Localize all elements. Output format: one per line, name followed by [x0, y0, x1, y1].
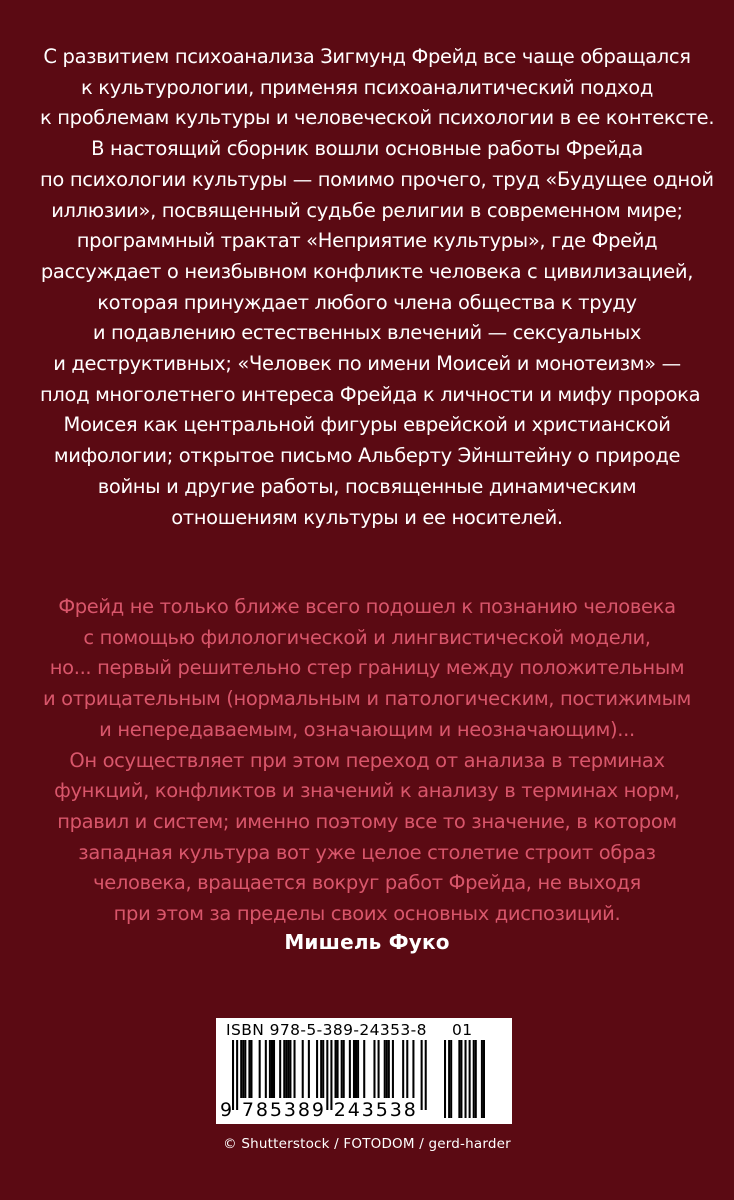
description-line: по психологии культуры — помимо прочего, труд «Будущее одной [40, 167, 714, 191]
description-line: В настоящий сборник вошли основные работы Фрейда [91, 137, 643, 161]
description-line: Моисея как центральной фигуры еврейской и христианской [63, 413, 671, 437]
barcode-bar [269, 1040, 271, 1098]
barcode-bar [349, 1040, 351, 1098]
barcode-bar [279, 1040, 281, 1098]
isbn-barcode [216, 1018, 512, 1124]
barcode-bar [302, 1040, 304, 1098]
barcode-bar [244, 1040, 246, 1098]
barcode-bar [343, 1040, 345, 1098]
book-description [40, 42, 715, 533]
description-line: отношениям культуры и ее носителей. [171, 505, 563, 529]
barcode-bar [384, 1040, 386, 1098]
barcode-bar [320, 1040, 322, 1098]
barcode-bar [355, 1040, 357, 1098]
barcode-bar [248, 1040, 250, 1098]
barcode-bar [316, 1040, 318, 1098]
barcode-bar [373, 1040, 375, 1098]
barcode-addon-bar [444, 1040, 446, 1118]
barcode-bar [294, 1040, 296, 1098]
quote-line: западная культура вот уже целое столетие строит образ [78, 840, 656, 864]
barcode-bar [271, 1040, 273, 1098]
description-line: рассуждает о неизбывном конфликте человека с цивилизацией, [40, 259, 694, 283]
barcode-addon-bar [473, 1040, 475, 1118]
barcode-bar [386, 1040, 388, 1098]
description-line: и деструктивных; «Человек по имени Моисей и монотеизм» — [53, 352, 681, 376]
barcode-bar [388, 1040, 390, 1098]
barcode-bar [322, 1040, 324, 1098]
barcode-addon-bar [448, 1040, 450, 1118]
barcode-bar [283, 1040, 285, 1098]
barcode-addon-bar [481, 1040, 483, 1118]
quote-line: и отрицательным (нормальным и патологическим, постижимым [43, 687, 691, 711]
barcode-addon-bar [483, 1040, 485, 1118]
barcode-bar [357, 1040, 359, 1098]
barcode-addon-bar [458, 1040, 460, 1118]
barcode-bar [259, 1040, 261, 1098]
barcode-bar [273, 1040, 275, 1098]
barcode-bar [335, 1040, 337, 1098]
barcode-bar [265, 1040, 267, 1098]
quote-line: и непередаваемым, означающим и неозначающим)... [99, 717, 635, 741]
barcode-bar [285, 1040, 287, 1098]
quote-line: с помощью филологической и лингвистической модели, [83, 625, 651, 649]
description-line: войны и другие работы, посвященные динамическим [97, 474, 637, 498]
barcode-addon-bar [460, 1040, 462, 1118]
barcode-bar [392, 1040, 394, 1098]
quote-line: правил и систем; именно поэтому все то значение, в котором [57, 809, 677, 833]
description-line: иллюзии», посвященный судьбе религии в современном мире; [51, 198, 683, 222]
barcode-bar [353, 1040, 355, 1098]
barcode-bar [425, 1040, 427, 1110]
quote-line: но... первый решительно стер границу между положительным [49, 656, 685, 680]
barcode-bar [289, 1040, 291, 1098]
barcode-bar [412, 1040, 414, 1098]
barcode-bar [363, 1040, 365, 1098]
isbn-addon-number: 01 [452, 1021, 473, 1039]
barcode-addon-bar [475, 1040, 477, 1118]
quote-line: функций, конфликтов и значений к анализу в терминах норм, [54, 779, 680, 803]
barcode-bar [378, 1040, 380, 1098]
quote-line: при этом за пределы своих основных диспозиций. [113, 902, 621, 926]
isbn-label [226, 1021, 502, 1039]
description-line: к проблемам культуры и человеческой психологии в ее контексте. [40, 106, 715, 130]
barcode-bar [240, 1040, 242, 1098]
isbn-number: ISBN 978-5-389-24353-8 [226, 1021, 427, 1039]
barcode-bar [287, 1040, 289, 1098]
description-line: мифологии; открытое письмо Альберту Эйнштейну о природе [53, 444, 681, 468]
quote-line: человека, вращается вокруг работ Фрейда, не выходя [93, 871, 641, 895]
barcode-bar [250, 1040, 252, 1098]
critic-quote [40, 592, 694, 930]
barcode-addon-bar [465, 1040, 467, 1118]
barcode-bar [421, 1040, 423, 1110]
photo-credit: © Shutterstock / FOTODOM / gerd-harder [223, 1136, 511, 1152]
description-line: и подавлению естественных влечений — сексуальных [92, 321, 642, 345]
description-line: С развитием психоанализа Зигмунд Фрейд все чаще обращался [43, 45, 691, 68]
quote-line: Он осуществляет при этом переход от анализа в терминах [69, 748, 665, 772]
barcode-addon-bar [469, 1040, 471, 1118]
description-line: которая принуждает любого члена общества к труду [97, 290, 637, 314]
barcode-bar [337, 1040, 339, 1098]
barcode-bar [341, 1040, 343, 1098]
ean-digits: 9 785389 243538 [220, 1099, 418, 1121]
barcode-bar [308, 1040, 310, 1098]
barcode-bar [242, 1040, 244, 1098]
description-line: плод многолетнего интереса Фрейда к личности и мифу пророка [40, 382, 701, 406]
quote-line: Фрейд не только ближе всего подошел к познанию человека [58, 595, 676, 618]
barcode-addon-bar [450, 1040, 452, 1118]
quote-author: Мишель Фуко [284, 930, 450, 954]
description-line: программный трактат «Неприятие культуры», где Фрейд [76, 229, 658, 253]
barcode-bar [406, 1040, 408, 1098]
description-line: к культурологии, применяя психоаналитический подход [80, 75, 654, 99]
barcode-bar [402, 1040, 404, 1098]
